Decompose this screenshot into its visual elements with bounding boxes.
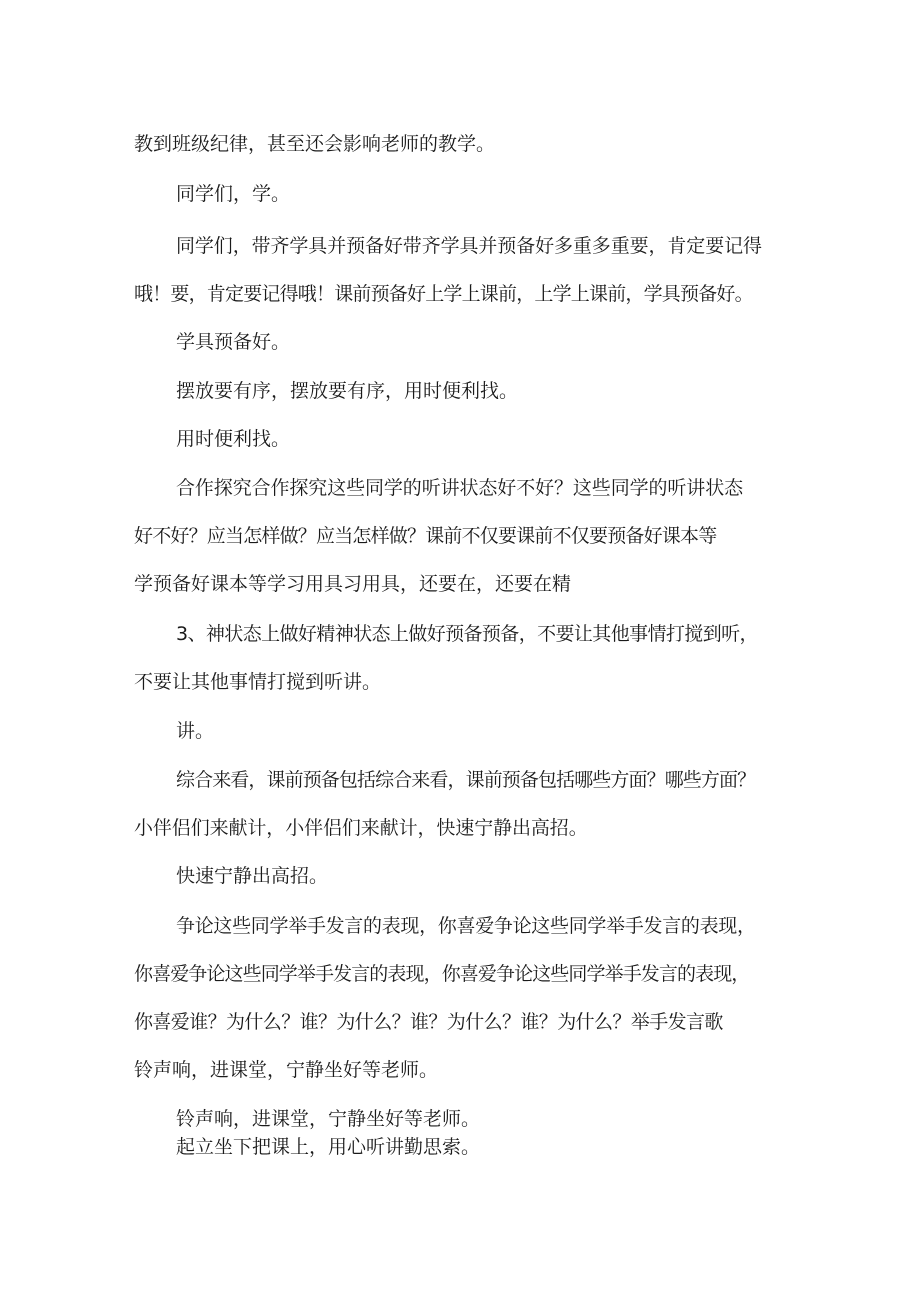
text-line: 合作探究合作探究这些同学的听讲状态好不好？这些同学的听讲状态: [176, 477, 744, 499]
text-line: 同学们，带齐学具并预备好带齐学具并预备好多重多重要，肯定要记得: [176, 235, 762, 257]
text-line: 3、神状态上做好精神状态上做好预备预备，不要让其他事情打搅到听，: [176, 623, 758, 645]
text-line: 讲。: [176, 720, 215, 742]
text-line: 哦！要，肯定要记得哦！课前预备好上学上课前，上学上课前，学具预备好。: [134, 283, 753, 305]
text-line: 争论这些同学举手发言的表现，你喜爱争论这些同学举手发言的表现，: [176, 915, 756, 937]
text-line: 好不好？应当怎样做？应当怎样做？课前不仅要课前不仅要预备好课本等: [134, 525, 717, 547]
text-line: 同学们，学。: [176, 183, 291, 205]
text-line: 铃声响，进课堂，宁静坐好等老师。: [176, 1108, 481, 1130]
text-line: 小伴侣们来献计，小伴侣们来献计，快速宁静出高招。: [134, 817, 588, 839]
text-line: 教到班级纪律，甚至还会影响老师的教学。: [134, 133, 496, 155]
text-line: 不要让其他事情打搅到听讲。: [134, 671, 382, 693]
text-line: 综合来看，课前预备包括综合来看，课前预备包括哪些方面？哪些方面？: [176, 769, 756, 791]
text-line: 铃声响，进课堂，宁静坐好等老师。: [134, 1059, 439, 1081]
text-line: 快速宁静出高招。: [176, 865, 329, 887]
text-line: 用时便利找。: [176, 428, 291, 450]
text-line: 摆放要有序，摆放要有序，用时便利找。: [176, 380, 519, 402]
text-line: 学具预备好。: [176, 331, 291, 353]
text-line: 学预备好课本等学习用具习用具，还要在，还要在精: [134, 573, 572, 595]
text-line: 你喜爱谁？为什么？谁？为什么？谁？为什么？谁？为什么？举手发言歌: [134, 1011, 723, 1033]
text-line: 你喜爱争论这些同学举手发言的表现，你喜爱争论这些同学举手发言的表现，: [134, 963, 750, 985]
text-line: 起立坐下把课上，用心听讲勤思索。: [176, 1136, 481, 1158]
